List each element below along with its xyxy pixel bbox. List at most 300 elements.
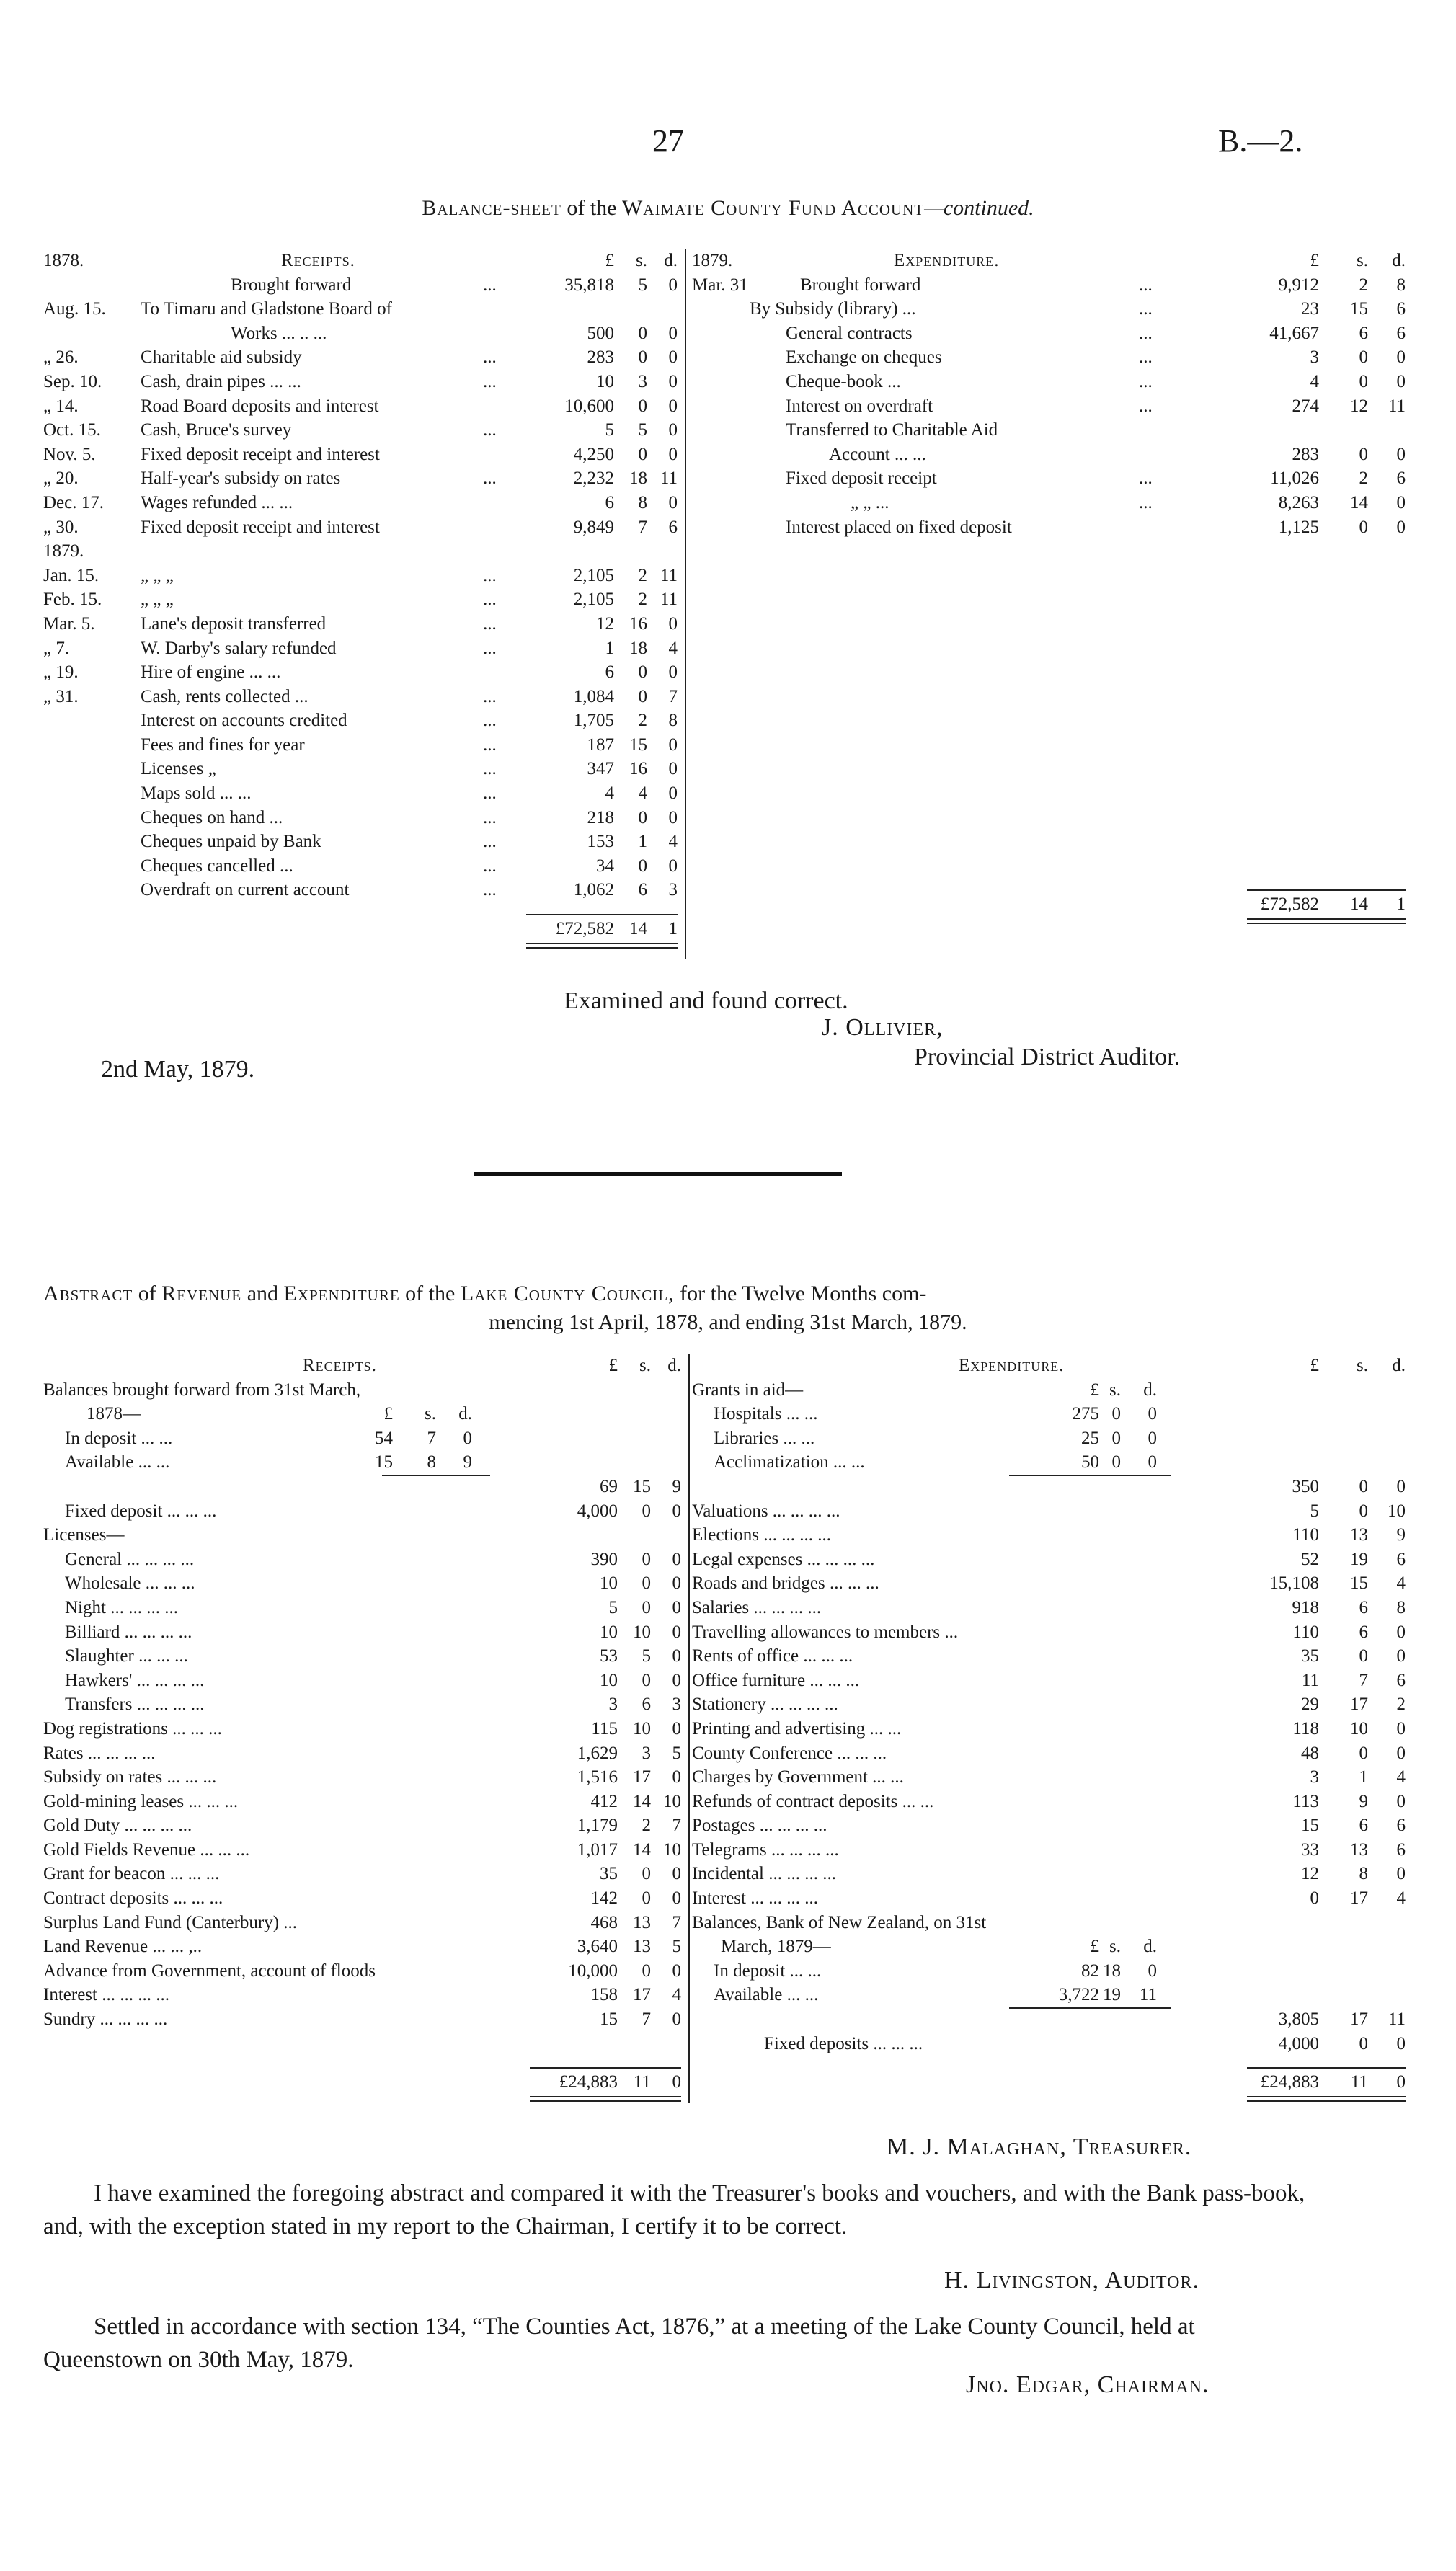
amount-pence: 0 <box>1396 1646 1406 1666</box>
entry-date: Jan. 15. <box>43 565 99 585</box>
entry-description: Acclimatization ... ... <box>714 1452 865 1473</box>
entry-description: By Subsidy (library) ... <box>750 299 916 319</box>
auditor-name: J. Ollivier, <box>822 1014 944 1041</box>
receipt-row <box>43 685 678 709</box>
amount-pounds: 274 <box>1292 396 1319 416</box>
amount-pounds: 142 <box>590 1888 618 1909</box>
amount-shillings: 14 <box>633 1839 651 1860</box>
abstract-row <box>43 1862 681 1886</box>
amount-pounds: 15,108 <box>1269 1573 1319 1594</box>
entry-date: „ 31. <box>43 686 79 706</box>
entry-description: Charitable aid subsidy <box>141 347 302 368</box>
entry-description: Contract deposits ... ... ... <box>43 1888 223 1909</box>
entry-description: Works ... .. ... <box>231 323 327 343</box>
auditor-title: Provincial District Auditor. <box>914 1044 1181 1070</box>
entry-description: Hire of engine ... ... <box>141 662 281 683</box>
abstract-row <box>43 1886 681 1911</box>
amount-pounds: 5 <box>605 420 614 440</box>
sub-pence: d. <box>458 1404 472 1424</box>
amount-shillings: 0 <box>638 662 647 683</box>
expenditure-row <box>692 394 1413 419</box>
expenditure-row <box>692 515 1413 540</box>
blank-row <box>692 539 1413 564</box>
entry-description: Charges by Government ... ... <box>692 1767 904 1788</box>
amount-shillings: 3 <box>638 371 647 391</box>
balance-sheet-divider <box>685 249 686 959</box>
amount-shillings: 17 <box>1350 1888 1368 1909</box>
amount-pence: 10 <box>663 1791 681 1811</box>
receipt-row <box>43 370 678 394</box>
entry-description: Slaughter ... ... ... <box>65 1646 188 1666</box>
sub-shillings: 18 <box>1103 1961 1121 1981</box>
entry-description: In deposit ... ... <box>65 1428 173 1448</box>
abstract-row <box>43 1378 681 1403</box>
amount-pounds: 12 <box>1301 1864 1319 1884</box>
sub-pounds: 3,722 <box>1058 1985 1099 2005</box>
abstract-receipts <box>43 1354 681 2095</box>
total-rule-top <box>526 914 678 915</box>
amount-pounds: 113 <box>1292 1791 1319 1811</box>
total-pence: 1 <box>1396 894 1406 915</box>
amount-shillings: 0 <box>642 1961 651 1981</box>
currency-shillings: s. <box>1357 1356 1368 1375</box>
entry-description: Fees and fines for year <box>141 734 305 755</box>
amount-pounds: 350 <box>1292 1476 1319 1496</box>
amount-pounds: 115 <box>591 1718 618 1739</box>
amount-shillings: 2 <box>638 711 647 731</box>
amount-shillings: 0 <box>642 1670 651 1690</box>
settled-statement: Settled in accordance with section 134, “The Counties Act, 1876,” at a meeting of the Lake County Council, held at Queenstown on 30th May, 1879. <box>43 2314 1195 2373</box>
abstract-row <box>692 1499 1413 1524</box>
entry-date: Mar. 31 <box>692 275 748 295</box>
entry-description: General ... ... ... ... <box>65 1549 195 1569</box>
entry-description: General contracts <box>786 323 913 343</box>
currency-pounds: £ <box>605 251 614 270</box>
amount-pence: 4 <box>668 832 678 852</box>
amount-pence: 11 <box>1388 2010 1406 2030</box>
amount-pounds: 347 <box>587 759 614 779</box>
leader-dots: ... <box>1139 299 1153 319</box>
amount-pence: 8 <box>1396 1597 1406 1617</box>
amount-shillings: 0 <box>642 1864 651 1884</box>
abstract-row <box>692 1717 1413 1741</box>
abstract-row <box>43 1475 681 1499</box>
year-label: 1878. <box>43 251 84 270</box>
amount-pence: 6 <box>1396 1839 1406 1860</box>
amount-pounds: 15 <box>600 2010 618 2030</box>
leader-dots: ... <box>483 686 497 706</box>
amount-shillings: 0 <box>1359 371 1368 391</box>
blank-row <box>692 660 1413 685</box>
amount-shillings: 10 <box>633 1622 651 1642</box>
treasurer-signature: M. J. Malaghan, Treasurer. <box>887 2133 1192 2160</box>
amount-pounds: 5 <box>1310 1501 1319 1521</box>
amount-pence: 0 <box>668 396 678 416</box>
entry-description: Hospitals ... ... <box>714 1404 818 1424</box>
amount-pounds: 10,600 <box>564 396 614 416</box>
section-heading: Expenditure. <box>959 1356 1065 1375</box>
entry-description: Available ... ... <box>714 1985 819 2005</box>
receipt-row <box>43 709 678 733</box>
amount-pence: 0 <box>668 856 678 876</box>
amount-pence: 0 <box>668 444 678 464</box>
abstract-row <box>43 1499 681 1524</box>
amount-pounds: 4 <box>1310 371 1319 391</box>
amount-pounds: 1,516 <box>577 1767 618 1788</box>
amount-shillings: 4 <box>638 783 647 804</box>
balance-sheet-title: Balance-sheet of the Waimate County Fund Account—continued. <box>422 196 1034 220</box>
amount-pounds: 1,179 <box>577 1816 618 1836</box>
chairman-signature: Jno. Edgar, Chairman. <box>966 2371 1209 2398</box>
amount-pence: 3 <box>668 880 678 900</box>
amount-pence: 0 <box>672 1646 681 1666</box>
leader-dots: ... <box>483 759 497 779</box>
amount-pounds: 1,017 <box>577 1839 618 1860</box>
abstract-row <box>692 1886 1413 1911</box>
amount-pence: 0 <box>668 783 678 804</box>
amount-pounds: 35,818 <box>564 275 614 295</box>
amount-pence: 0 <box>672 1501 681 1521</box>
entry-description: Overdraft on current account <box>141 880 350 900</box>
entry-description: Valuations ... ... ... ... <box>692 1501 840 1521</box>
entry-description: Legal expenses ... ... ... ... <box>692 1549 875 1569</box>
sub-pounds: £ <box>1090 1937 1099 1957</box>
amount-pounds: 10 <box>600 1573 618 1594</box>
receipt-row <box>43 636 678 661</box>
page-number: 27 <box>652 123 684 159</box>
currency-shillings: s. <box>1357 251 1368 270</box>
amount-pence: 4 <box>1396 1888 1406 1909</box>
blank-row <box>43 2032 681 2056</box>
entry-description: Balances brought forward from 31st March, <box>43 1380 361 1400</box>
abstract-row <box>692 1692 1413 1717</box>
receipt-row <box>43 297 678 321</box>
currency-pence: d. <box>1392 251 1406 270</box>
sub-shillings: 19 <box>1103 1985 1121 2005</box>
abstract-row <box>692 1571 1413 1596</box>
amount-pence: 7 <box>672 1816 681 1836</box>
entry-description: Rates ... ... ... ... <box>43 1743 156 1763</box>
amount-pounds: 34 <box>596 856 614 876</box>
amount-pence: 0 <box>672 2010 681 2030</box>
receipt-row <box>43 443 678 467</box>
receipt-row <box>43 781 678 806</box>
amount-pounds: 1 <box>605 638 614 658</box>
leader-dots: ... <box>1139 347 1153 368</box>
amount-pounds: 10 <box>596 371 614 391</box>
sub-shillings: 0 <box>1111 1452 1121 1473</box>
amount-pounds: 4,000 <box>577 1501 618 1521</box>
abstract-row <box>692 1862 1413 1886</box>
amount-pence: 0 <box>1396 2033 1406 2053</box>
sub-shillings: s. <box>1109 1380 1121 1400</box>
amount-shillings: 0 <box>642 1501 651 1521</box>
amount-pence: 8 <box>1396 275 1406 295</box>
amount-pence: 0 <box>668 759 678 779</box>
amount-shillings: 10 <box>633 1718 651 1739</box>
amount-shillings: 0 <box>638 807 647 827</box>
amount-pence: 0 <box>668 662 678 683</box>
receipt-row <box>43 830 678 854</box>
amount-pence: 2 <box>1396 1695 1406 1715</box>
receipt-row <box>43 878 678 902</box>
abstract-row <box>43 1450 681 1475</box>
entry-description: To Timaru and Gladstone Board of <box>141 299 392 319</box>
total-rule-bottom <box>1247 918 1406 924</box>
amount-shillings: 6 <box>1359 1816 1368 1836</box>
amount-shillings: 15 <box>1350 299 1368 319</box>
leader-dots: ... <box>1139 323 1153 343</box>
total-pounds: £24,883 <box>1260 2072 1319 2092</box>
entry-date: Feb. 15. <box>43 590 102 610</box>
entry-description: Licenses— <box>43 1525 125 1545</box>
entry-date: Dec. 17. <box>43 492 104 512</box>
amount-pence: 0 <box>1396 492 1406 512</box>
amount-pence: 7 <box>672 1912 681 1932</box>
entry-description: Office furniture ... ... ... <box>692 1670 860 1690</box>
receipt-row <box>43 491 678 515</box>
amount-shillings: 2 <box>1359 469 1368 489</box>
amount-shillings: 0 <box>638 444 647 464</box>
expenditure-row <box>692 443 1413 467</box>
leader-dots: ... <box>483 856 497 876</box>
entry-date: „ 14. <box>43 396 79 416</box>
total-shillings: 14 <box>1350 894 1368 915</box>
total-pounds: £24,883 <box>559 2072 618 2092</box>
amount-pence: 0 <box>1396 517 1406 537</box>
amount-pence: 7 <box>668 686 678 706</box>
entry-description: Fixed deposit receipt and interest <box>141 444 380 464</box>
entry-description: 1878— <box>86 1404 141 1424</box>
abstract-row <box>692 1765 1413 1790</box>
amount-pence: 0 <box>1396 1718 1406 1739</box>
abstract-row <box>43 1741 681 1766</box>
amount-pence: 11 <box>660 469 678 489</box>
amount-pounds: 3 <box>1310 1767 1319 1788</box>
amount-shillings: 0 <box>638 856 647 876</box>
amount-shillings: 17 <box>633 1767 651 1788</box>
amount-pence: 0 <box>668 807 678 827</box>
sub-pounds: 15 <box>375 1452 393 1473</box>
entry-description: Surplus Land Fund (Canterbury) ... <box>43 1912 298 1932</box>
amount-pounds: 6 <box>605 662 614 683</box>
sub-pence: 0 <box>1148 1428 1157 1448</box>
abstract-row <box>43 1911 681 1935</box>
abstract-title-line2: mencing 1st April, 1878, and ending 31st March, 1879. <box>489 1310 967 1334</box>
abstract-expenditure <box>692 1354 1413 2095</box>
entry-date: „ 7. <box>43 638 70 658</box>
entry-description: Interest placed on fixed deposit <box>786 517 1012 537</box>
amount-pounds: 41,667 <box>1269 323 1319 343</box>
abstract-row <box>692 1838 1413 1862</box>
entry-description: Postages ... ... ... ... <box>692 1816 827 1836</box>
entry-description: Cash, Bruce's survey <box>141 420 292 440</box>
amount-shillings: 6 <box>1359 1597 1368 1617</box>
total-rule-bottom <box>526 943 678 949</box>
expenditure-heading: Expenditure. <box>894 251 1000 270</box>
amount-shillings: 5 <box>638 275 647 295</box>
receipt-row <box>43 466 678 491</box>
amount-pence: 5 <box>672 1743 681 1763</box>
abstract-row <box>43 1571 681 1596</box>
leader-dots: ... <box>1139 371 1153 391</box>
abstract-row <box>692 1813 1413 1838</box>
entry-description: Cash, rents collected ... <box>141 686 308 706</box>
amount-shillings: 16 <box>629 759 647 779</box>
amount-pence: 11 <box>660 590 678 610</box>
amount-shillings: 19 <box>1350 1549 1368 1569</box>
sub-pence: 0 <box>463 1428 472 1448</box>
entry-description: Maps sold ... ... <box>141 783 252 804</box>
entry-description: Subsidy on rates ... ... ... <box>43 1767 217 1788</box>
receipt-row <box>43 564 678 588</box>
entry-description: Brought forward <box>231 275 352 295</box>
leader-dots: ... <box>483 420 497 440</box>
entry-description: Libraries ... ... <box>714 1428 815 1448</box>
abstract-row <box>692 2007 1413 2032</box>
sub-pounds: 50 <box>1081 1452 1099 1473</box>
amount-pounds: 0 <box>1310 1888 1319 1909</box>
total-row <box>43 2070 681 2095</box>
entry-description: Brought forward <box>800 275 921 295</box>
currency-pounds: £ <box>608 1356 618 1375</box>
sub-pence: 0 <box>1148 1404 1157 1424</box>
entry-description: Printing and advertising ... ... <box>692 1718 902 1739</box>
leader-dots: ... <box>483 565 497 585</box>
amount-pence: 3 <box>672 1695 681 1715</box>
receipt-row <box>43 394 678 419</box>
entry-description: „ „ „ <box>141 565 174 585</box>
leader-dots: ... <box>483 275 497 295</box>
amount-shillings: 15 <box>1350 1573 1368 1594</box>
amount-shillings: 15 <box>629 734 647 755</box>
leader-dots: ... <box>1139 275 1153 295</box>
year-label: 1879. <box>692 251 733 270</box>
entry-description: Night ... ... ... ... <box>65 1597 178 1617</box>
entry-date: „ 30. <box>43 517 79 537</box>
amount-shillings: 0 <box>1359 444 1368 464</box>
leader-dots: ... <box>483 469 497 489</box>
amount-pence: 4 <box>1396 1767 1406 1788</box>
amount-pence: 6 <box>1396 1670 1406 1690</box>
entry-description: Interest ... ... ... ... <box>692 1888 818 1909</box>
amount-shillings: 13 <box>1350 1839 1368 1860</box>
amount-shillings: 2 <box>638 590 647 610</box>
amount-pence: 0 <box>668 420 678 440</box>
document-reference: B.—2. <box>1218 123 1303 159</box>
entry-description: Grants in aid— <box>692 1380 804 1400</box>
sub-shillings: 0 <box>1111 1428 1121 1448</box>
amount-pence: 0 <box>1396 1791 1406 1811</box>
entry-description: Transferred to Charitable Aid <box>786 420 998 440</box>
amount-shillings: 0 <box>1359 1743 1368 1763</box>
amount-shillings: 6 <box>1359 323 1368 343</box>
blank-row <box>692 709 1413 733</box>
abstract-row <box>43 1548 681 1572</box>
amount-shillings: 0 <box>638 323 647 343</box>
leader-dots: ... <box>483 638 497 658</box>
blank-row <box>692 806 1413 830</box>
leader-dots: ... <box>483 832 497 852</box>
entry-description: Road Board deposits and interest <box>141 396 379 416</box>
amount-pounds: 8,263 <box>1278 492 1319 512</box>
amount-pounds: 10 <box>600 1622 618 1642</box>
amount-shillings: 2 <box>642 1816 651 1836</box>
balance-sheet-receipts <box>43 249 678 941</box>
abstract-row <box>692 1644 1413 1669</box>
amount-pence: 9 <box>1396 1525 1406 1545</box>
amount-shillings: 17 <box>1350 2010 1368 2030</box>
amount-shillings: 0 <box>1359 2033 1368 2053</box>
amount-pence: 0 <box>1396 1622 1406 1642</box>
amount-shillings: 0 <box>638 396 647 416</box>
amount-pounds: 5 <box>608 1597 618 1617</box>
amount-shillings: 7 <box>1359 1670 1368 1690</box>
total-shillings: 11 <box>1350 2072 1368 2092</box>
sub-shillings: 7 <box>427 1428 436 1448</box>
total-shillings: 14 <box>629 919 647 939</box>
sub-pounds: 54 <box>375 1428 393 1448</box>
entry-description: Advance from Government, account of floods <box>43 1961 376 1981</box>
header-row <box>43 249 678 273</box>
entry-description: March, 1879— <box>721 1937 831 1957</box>
amount-shillings: 13 <box>1350 1525 1368 1545</box>
total-rule-bottom <box>530 2096 681 2102</box>
leader-dots: ... <box>483 711 497 731</box>
entry-description: Interest ... ... ... ... <box>43 1985 169 2005</box>
abstract-row <box>692 1596 1413 1620</box>
amount-pounds: 69 <box>600 1476 618 1496</box>
leader-dots: ... <box>483 783 497 804</box>
amount-pounds: 283 <box>587 347 614 368</box>
entry-description: Interest on overdraft <box>786 396 933 416</box>
abstract-row <box>692 1402 1413 1426</box>
entry-description: Lane's deposit transferred <box>141 613 327 634</box>
abstract-row <box>692 1741 1413 1766</box>
expenditure-row <box>692 491 1413 515</box>
amount-pence: 9 <box>672 1476 681 1496</box>
entry-description: „ „ „ <box>141 590 174 610</box>
entry-description: Cash, drain pipes ... ... <box>141 371 301 391</box>
amount-shillings: 2 <box>1359 275 1368 295</box>
amount-pence: 0 <box>1396 371 1406 391</box>
amount-pence: 10 <box>1388 1501 1406 1521</box>
entry-description: Cheque-book ... <box>786 371 901 391</box>
entry-description: Interest on accounts credited <box>141 711 347 731</box>
leader-dots: ... <box>1139 469 1153 489</box>
amount-shillings: 10 <box>1350 1718 1368 1739</box>
entry-description: Incidental ... ... ... ... <box>692 1864 836 1884</box>
amount-pounds: 283 <box>1292 444 1319 464</box>
entry-description: Salaries ... ... ... ... <box>692 1597 822 1617</box>
expenditure-row <box>692 466 1413 491</box>
amount-shillings: 6 <box>1359 1622 1368 1642</box>
header-row <box>692 249 1413 273</box>
entry-description: Travelling allowances to members ... <box>692 1622 959 1642</box>
amount-pence: 0 <box>1396 347 1406 368</box>
amount-shillings: 6 <box>638 880 647 900</box>
entry-description: Wages refunded ... ... <box>141 492 293 512</box>
entry-description: Fixed deposit receipt <box>786 469 937 489</box>
leader-dots: ... <box>483 613 497 634</box>
amount-pounds: 11,026 <box>1270 469 1319 489</box>
abstract-row <box>43 1717 681 1741</box>
amount-pence: 0 <box>672 1718 681 1739</box>
amount-pounds: 153 <box>587 832 614 852</box>
amount-shillings: 13 <box>633 1912 651 1932</box>
abstract-row <box>43 1644 681 1669</box>
abstract-row <box>692 1450 1413 1475</box>
